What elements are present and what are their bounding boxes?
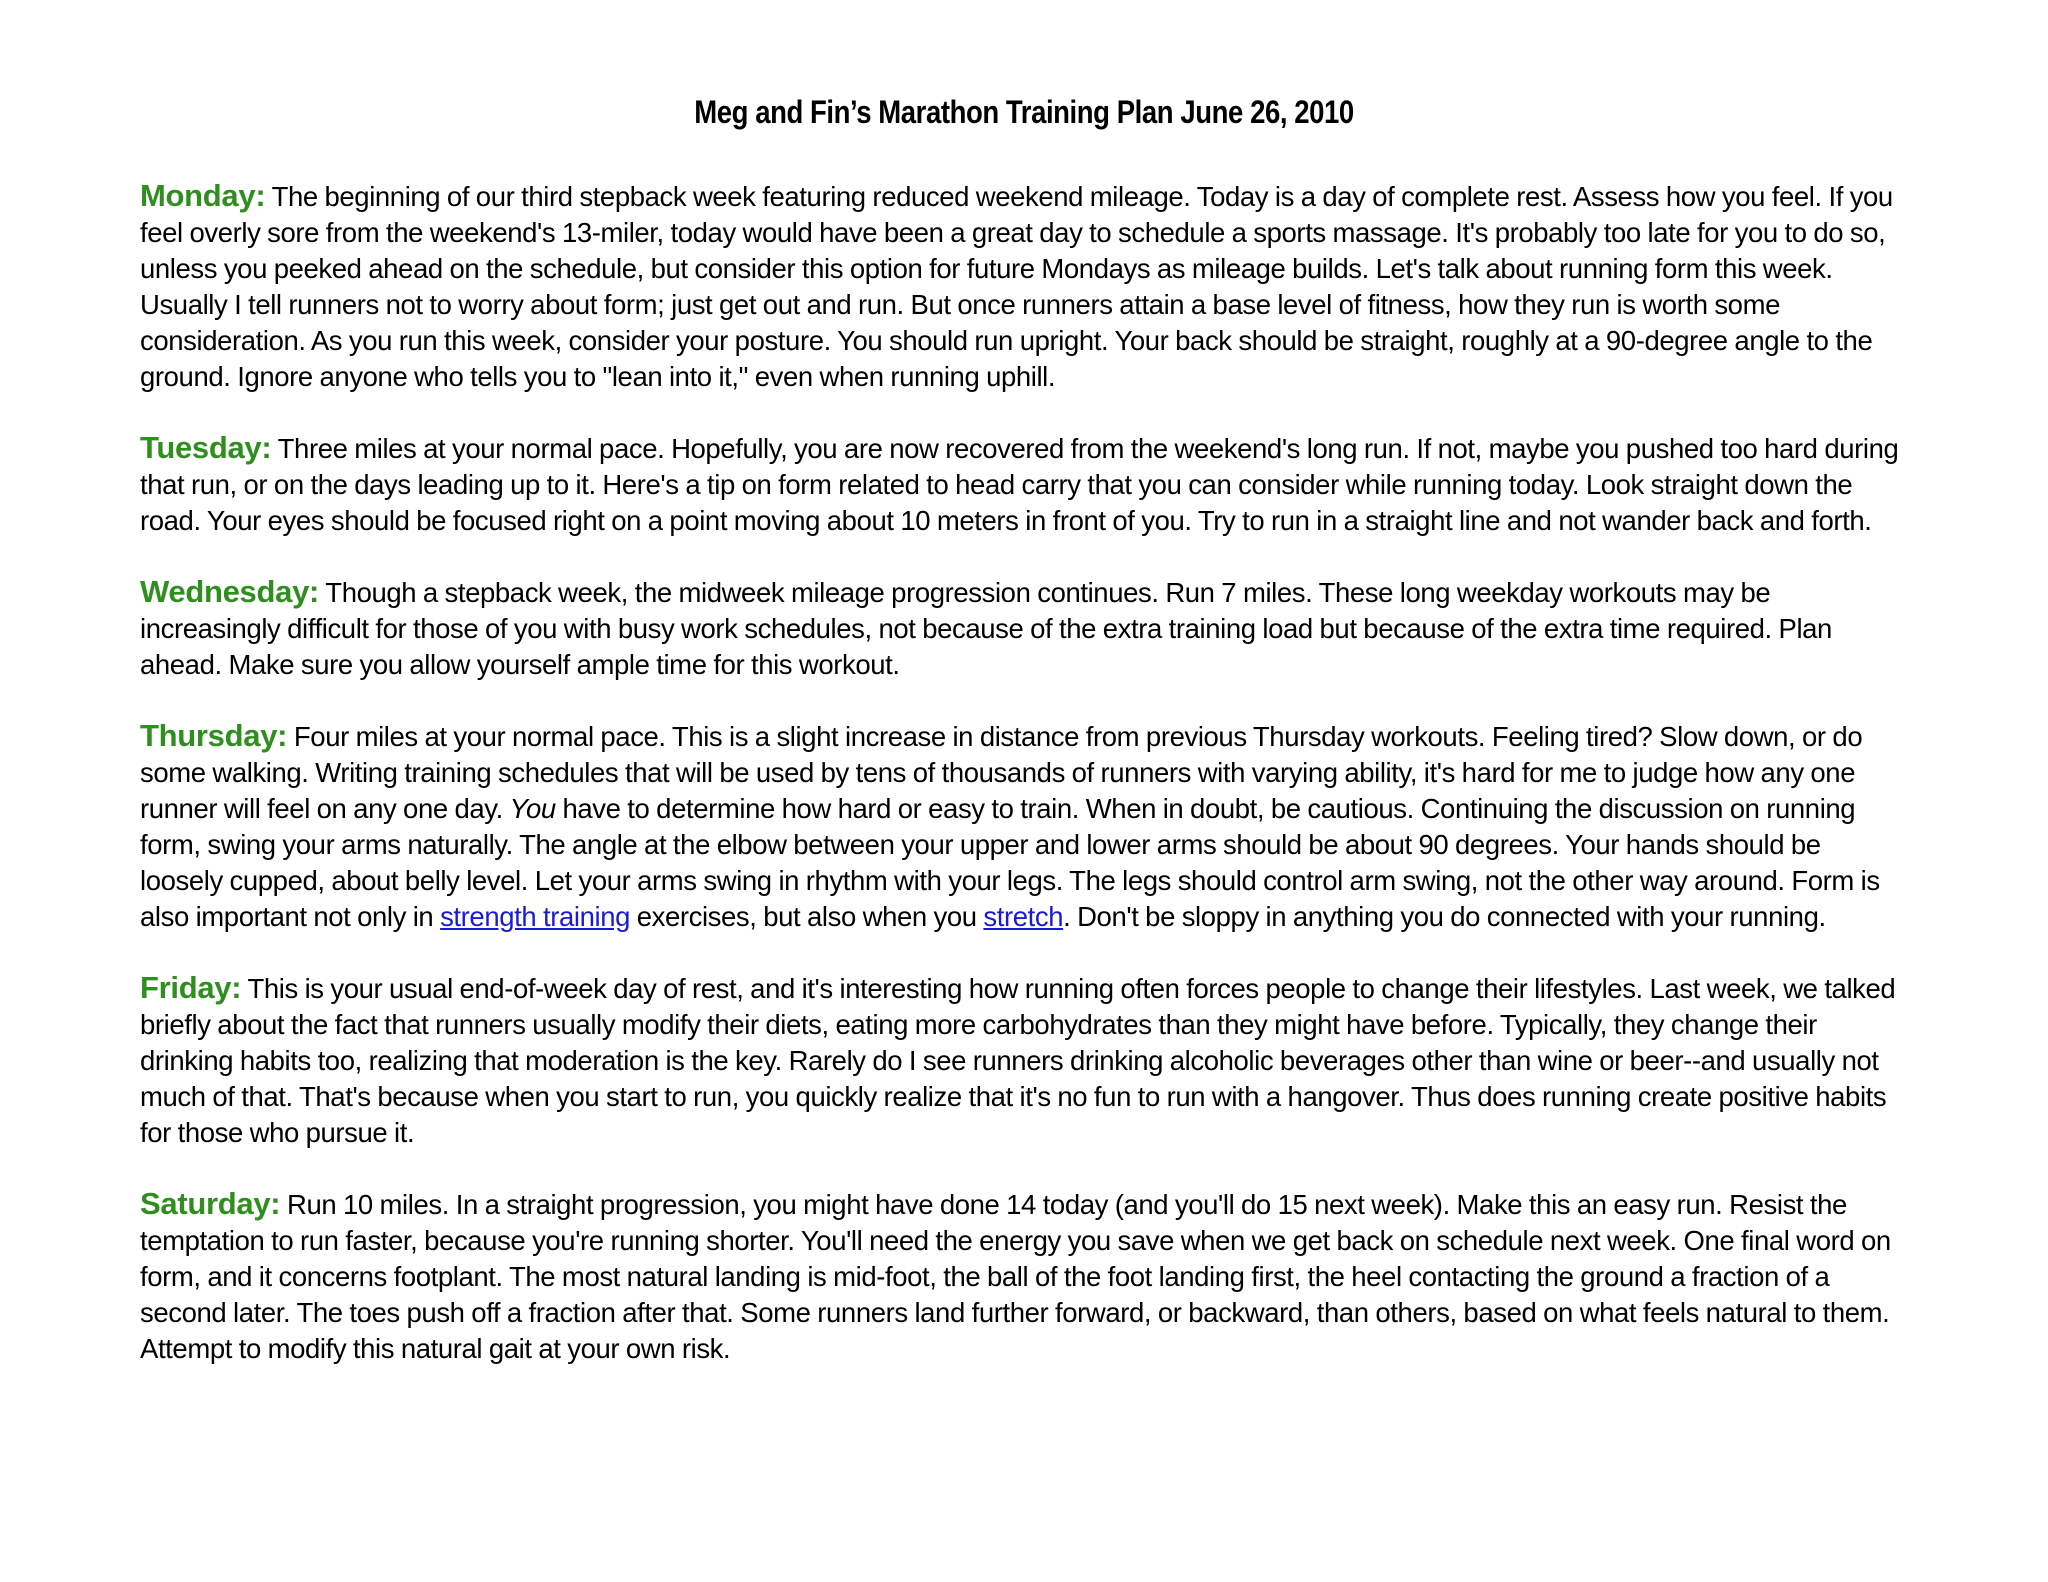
- page-title: Meg and Fin’s Marathon Training Plan June 26, 2010: [694, 94, 1354, 130]
- day-entry-tuesday: [140, 430, 1910, 539]
- strength-training-link[interactable]: strength training: [440, 901, 630, 932]
- day-label-wednesday: Wednesday:: [140, 574, 320, 609]
- training-plan-body: [140, 178, 1910, 1402]
- day-text-monday: The beginning of our third stepback week featuring reduced weekend mileage. Today is a day of complete rest. Assess how you feel. If you feel overly sore from the weekend's 13-miler, today would have been a great day to schedule a sports massage. It's probably too late for you to do so, unless you peeked ahead on the schedule, but consider this option for future Mondays as mileage builds. Let's talk about running form this week. Usually I tell runners not to worry about form; just get out and run. But once runners attain a base level of fitness, how they run is worth some consideration. As you run this week, consider your posture. You should run upright. Your back should be straight, roughly at a 90-degree angle to the ground. Ignore anyone who tells you to "lean into it," even when running uphill.: [140, 181, 1893, 392]
- day-entry-monday: [140, 178, 1910, 395]
- day-entry-saturday: [140, 1186, 1910, 1367]
- day-text-thursday-part2: have to determine how hard or easy to train. When in doubt, be cautious. Continuing the discussion on running form, swing your arms naturally. The angle at the elbow between your upper and lower arms should be about 90 degrees. Your hands should be loosely cupped, about belly level. Let your arms swing in rhythm with your legs. The legs should control arm swing, not the other way around. Form is also important not only in: [140, 793, 1880, 932]
- day-text-thursday-part1: Four miles at your normal pace. This is a slight increase in distance from previous Thursday workouts. Feeling tired? Slow down, or do some walking. Writing training schedules that will be used by tens of thousands of runners with varying ability, it's hard for me to judge how any one runner will feel on any one day.: [140, 721, 1863, 824]
- day-text-thursday-part4: . Don't be sloppy in anything you do connected with your running.: [1063, 901, 1826, 932]
- day-text-thursday-part3: exercises, but also when you: [629, 901, 984, 932]
- day-label-saturday: Saturday:: [140, 1186, 281, 1221]
- day-label-tuesday: Tuesday:: [140, 430, 272, 465]
- day-text-tuesday: Three miles at your normal pace. Hopefully, you are now recovered from the weekend's long run. If not, maybe you pushed too hard during that run, or on the days leading up to it. Here's a tip on form related to head carry that you can consider while running today. Look straight down the road. Your eyes should be focused right on a point moving about 10 meters in front of you. Try to run in a straight line and not wander back and forth.: [140, 433, 1899, 536]
- day-label-thursday: Thursday:: [140, 718, 288, 753]
- day-text-friday: This is your usual end-of-week day of rest, and it's interesting how running often forces people to change their lifestyles. Last week, we talked briefly about the fact that runners usually modify their diets, eating more carbohydrates than they might have before. Typically, they change their drinking habits too, realizing that moderation is the key. Rarely do I see runners drinking alcoholic beverages other than wine or beer--and usually not much of that. That's because when you start to run, you quickly realize that it's no fun to run with a hangover. Thus does running create positive habits for those who pursue it.: [140, 973, 1896, 1148]
- day-entry-friday: [140, 970, 1910, 1151]
- day-text-wednesday: Though a stepback week, the midweek mileage progression continues. Run 7 miles. These long weekday workouts may be increasingly difficult for those of you with busy work schedules, not because of the extra training load but because of the extra time required. Plan ahead. Make sure you allow yourself ample time for this workout.: [140, 577, 1832, 680]
- stretch-link[interactable]: stretch: [983, 901, 1064, 932]
- day-text-saturday: Run 10 miles. In a straight progression, you might have done 14 today (and you'll do 15 next week). Make this an easy run. Resist the temptation to run faster, because you're running shorter. You'll need the energy you save when we get back on schedule next week. One final word on form, and it concerns footplant. The most natural landing is mid-foot, the ball of the foot landing first, the heel contacting the ground a fraction of a second later. The toes push off a fraction after that. Some runners land further forward, or backward, than others, based on what feels natural to them. Attempt to modify this natural gait at your own risk.: [140, 1189, 1891, 1364]
- day-label-friday: Friday:: [140, 970, 242, 1005]
- day-text-thursday-emphasis: You: [509, 793, 556, 824]
- day-label-monday: Monday:: [140, 178, 266, 213]
- day-entry-wednesday: [140, 574, 1910, 683]
- day-entry-thursday: [140, 718, 1910, 935]
